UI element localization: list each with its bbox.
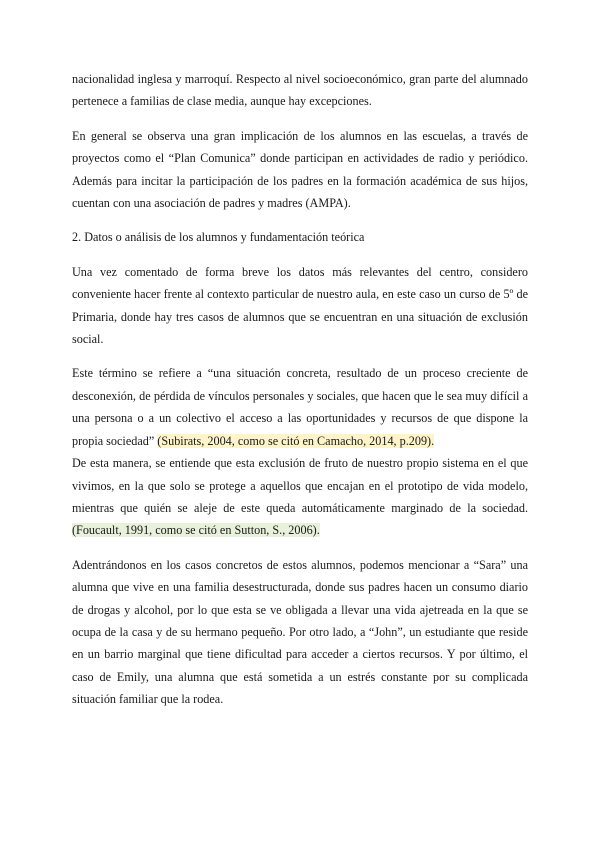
definition-text: Este término se refiere a “una situación concreta, resultado de un proceso creciente de desconexión, de pérdida de vínculos personales y sociales, que hacen que le sea muy difícil a una persona o a un colectivo el acceso a las oportunidades y recursos de que dispone la propia sociedad” <box>72 366 528 448</box>
paragraph-definition <box>72 362 528 452</box>
paragraph-exclusion <box>72 452 528 542</box>
paragraph-cases: Adentrándonos en los casos concretos de estos alumnos, podemos mencionar a “Sara” una alumna que vive en una familia desestructurada, donde sus padres hacen un consumo diario de drogas y alcohol, por lo que esta se ve obligada a llevar una vida ajetreada en la que se ocupa de la casa y de su hermano pequeño. Por otro lado, a “John”, un estudiante que reside en un barrio marginal que tiene dificultad para acceder a ciertos recursos. Y por último, el caso de Emily, una alumna que está sometida a un estrés constante por su complicada situación familiar que la rodea. <box>72 557 528 707</box>
exclusion-text: De esta manera, se entiende que esta exclusión de fruto de nuestro propio sistema en el que vivimos, en la que solo se protege a aquellos que encajan en el prototipo de vida modelo, mientras que quién se aleje de este queda automáticamente marginado de la sociedad. <box>72 456 528 515</box>
paragraph-socioeconomic: nacionalidad inglesa y marroquí. Respecto al nivel socioeconómico, gran parte del alumnado pertenece a familias de clase media, aunque hay excepciones. <box>72 72 528 109</box>
paragraph-context: Una vez comentado de forma breve los datos más relevantes del centro, considero conveniente hacer frente al contexto particular de nuestro aula, en este caso un curso de 5º de Primaria, donde hay tres casos de alumnos que se encuentran en una situación de exclusión social. <box>72 264 528 347</box>
section-heading: 2. Datos o análisis de los alumnos y fundamentación teórica <box>72 230 365 245</box>
citation-subirats: (Subirats, 2004, como se citó en Camacho, 2014, p.209). <box>157 433 435 448</box>
citation-foucault: (Foucault, 1991, como se citó en Sutton, S., 2006). <box>72 523 320 538</box>
paragraph-involvement: En general se observa una gran implicación de los alumnos en las escuelas, a través de proyectos como el “Plan Comunica” donde participan en actividades de radio y periódico. Además para incitar la participación de los padres en la formación académica de sus hijos, cuentan con una asociación de padres y madres (AMPA). <box>72 128 528 211</box>
